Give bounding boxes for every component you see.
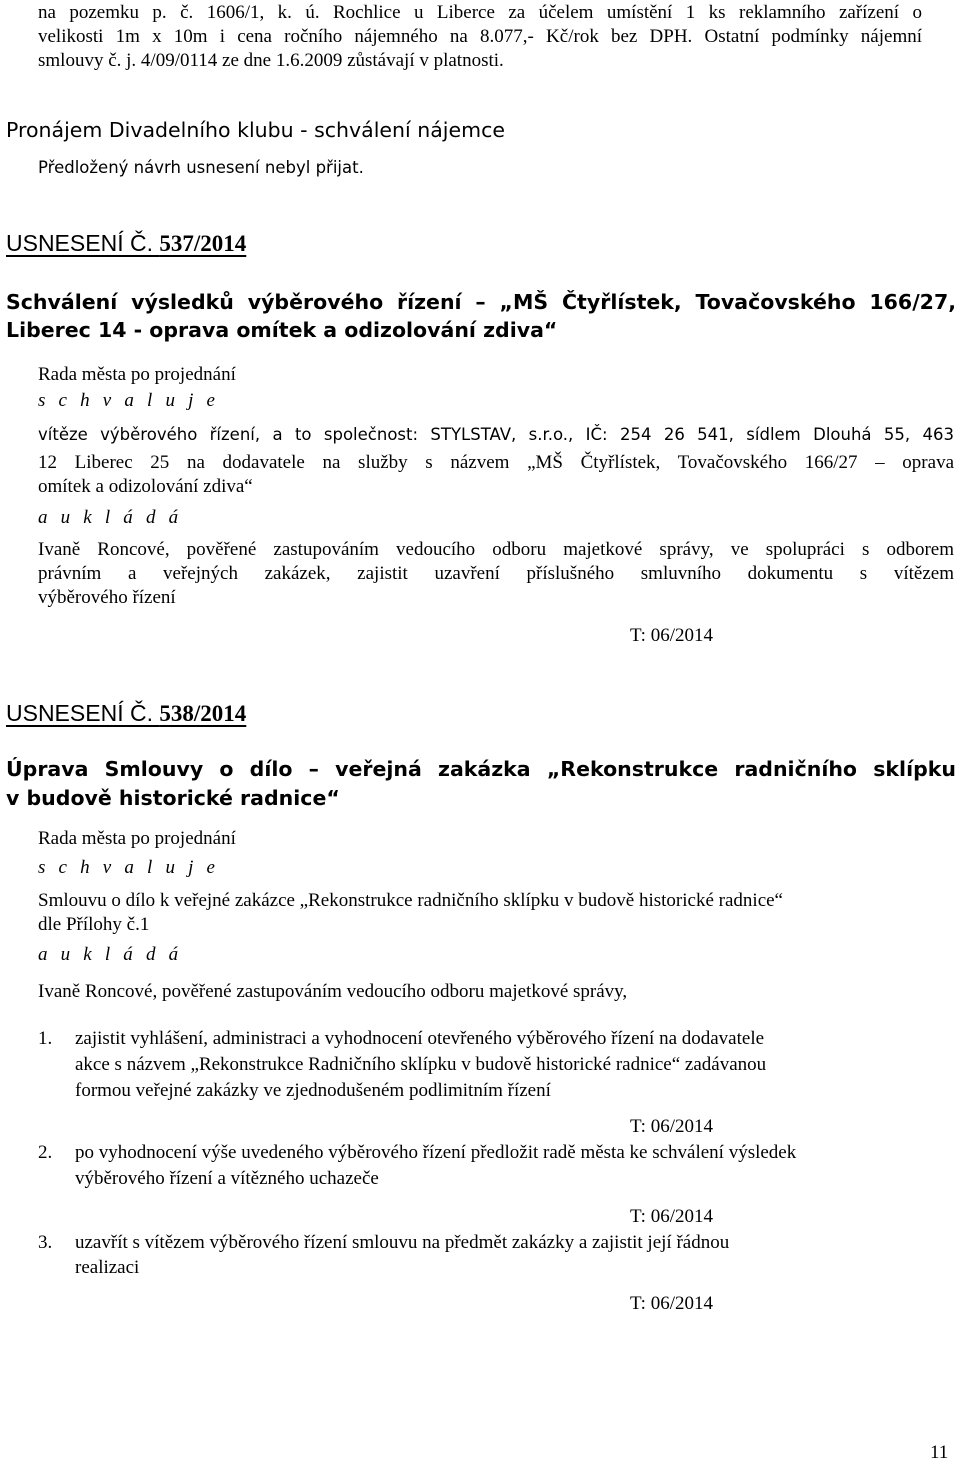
usneseni-537-title-line-2: Liberec 14 - oprava omítek a odizolování zdiva“	[6, 318, 558, 342]
schvaluje-label: s c h v a l u j e	[38, 857, 220, 878]
list-item-term: T: 06/2014	[630, 1116, 713, 1137]
usneseni-537-title-line-1: Schválení výsledků výběrového řízení – „MŠ Čtyřlístek, Tovačovského 166/27,	[6, 290, 956, 314]
term-537: T: 06/2014	[630, 625, 713, 646]
usneseni-537-heading	[6, 230, 246, 257]
usneseni-537-p2-line-3: výběrového řízení	[38, 587, 176, 608]
usneseni-label: USNESENÍ Č.	[6, 700, 153, 726]
usneseni-number: 537/2014	[159, 231, 247, 256]
usneseni-538-p1-line-1: Smlouvu o dílo k veřejné zakázce „Rekonstrukce radničního sklípku v budově historické radnice“	[38, 890, 783, 911]
list-item-line: výběrového řízení a vítězného uchazeče	[75, 1168, 379, 1189]
list-item-line: formou veřejné zakázky ve zjednodušeném podlimitním řízení	[75, 1080, 551, 1101]
uklada-label: a u k l á d á	[38, 944, 183, 965]
usneseni-label: USNESENÍ Č.	[6, 230, 153, 256]
schvaluje-label: s c h v a l u j e	[38, 390, 220, 411]
list-item-number: 2.	[38, 1142, 53, 1163]
intro-line-1: na pozemku p. č. 1606/1, k. ú. Rochlice u Liberce za účelem umístění 1 ks reklamního zařízení o	[38, 2, 922, 23]
usneseni-538-heading	[6, 700, 246, 727]
usneseni-538-title-line-1: Úprava Smlouvy o dílo – veřejná zakázka „Rekonstrukce radničního sklípku	[6, 757, 956, 781]
page-number: 11	[930, 1442, 949, 1463]
list-item-line: po vyhodnocení výše uvedeného výběrového řízení předložit radě města ke schválení výsledek	[75, 1142, 797, 1163]
list-item-line: realizaci	[75, 1257, 140, 1278]
rada-mesta-text: Rada města po projednání	[38, 828, 236, 849]
list-item-number: 3.	[38, 1232, 53, 1253]
pronajem-title: Pronájem Divadelního klubu - schválení nájemce	[6, 118, 505, 142]
list-item-term: T: 06/2014	[630, 1293, 713, 1314]
usneseni-537-p2-line-2: právním a veřejných zakázek, zajistit uzavření příslušného smluvního dokumentu s vítězem	[38, 563, 954, 584]
list-item-line: zajistit vyhlášení, administraci a vyhodnocení otevřeného výběrového řízení na dodavatele	[75, 1028, 765, 1049]
usneseni-537-p1-line-1: vítěze výběrového řízení, a to společnost: STYLSTAV, s.r.o., IČ: 254 26 541, sídlem Dlouhá 55, 463	[38, 425, 954, 444]
uklada-label: a u k l á d á	[38, 507, 183, 528]
list-item-number: 1.	[38, 1028, 53, 1049]
usneseni-538-title-line-2: v budově historické radnice“	[6, 786, 340, 810]
rada-mesta-text: Rada města po projednání	[38, 364, 236, 385]
pronajem-note: Předložený návrh usnesení nebyl přijat.	[38, 158, 364, 177]
usneseni-number: 538/2014	[159, 701, 247, 726]
list-item-line: uzavřít s vítězem výběrového řízení smlouvu na předmět zakázky a zajistit její řádnou	[75, 1232, 730, 1253]
intro-line-3: smlouvy č. j. 4/09/0114 ze dne 1.6.2009 zůstávají v platnosti.	[38, 50, 504, 71]
list-item-line: akce s názvem „Rekonstrukce Radničního sklípku v budově historické radnice“ zadávanou	[75, 1054, 767, 1075]
usneseni-537-p2-line-1: Ivaně Roncové, pověřené zastupováním vedoucího odboru majetkové správy, ve spolupráci s odborem	[38, 539, 954, 560]
usneseni-538-p1-line-2: dle Přílohy č.1	[38, 914, 150, 935]
usneseni-537-p1-line-3: omítek a odizolování zdiva“	[38, 476, 253, 497]
intro-line-2: velikosti 1m x 10m i cena ročního nájemného na 8.077,- Kč/rok bez DPH. Ostatní podmínky nájemní	[38, 26, 922, 47]
usneseni-537-p1-line-2: 12 Liberec 25 na dodavatele na služby s názvem „MŠ Čtyřlístek, Tovačovského 166/27 – oprava	[38, 452, 954, 473]
list-item-term: T: 06/2014	[630, 1206, 713, 1227]
usneseni-538-p2: Ivaně Roncové, pověřené zastupováním vedoucího odboru majetkové správy,	[38, 981, 628, 1002]
